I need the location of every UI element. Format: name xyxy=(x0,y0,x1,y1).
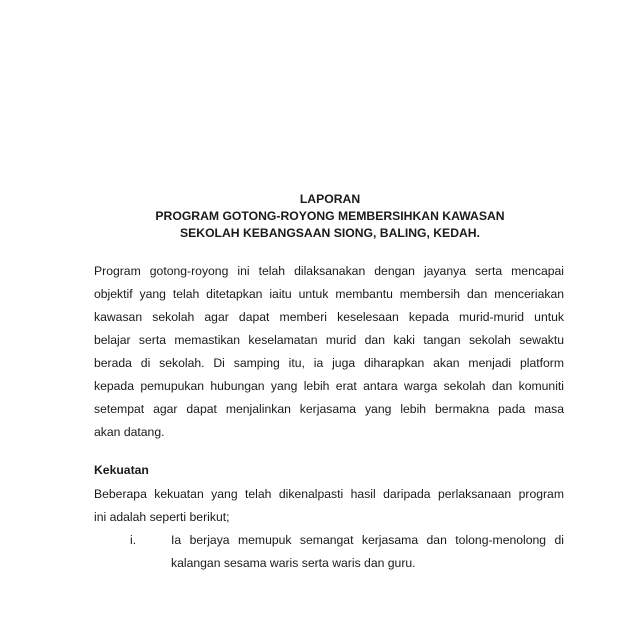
kekuatan-line: ini adalah seperti berikut; xyxy=(94,510,230,524)
intro-line: objektif yang telah ditetapkan iaitu untuk membantu membersih dan menceriakan xyxy=(94,287,564,301)
kekuatan-paragraph xyxy=(94,483,564,529)
report-title xyxy=(0,191,638,242)
kekuatan-line: Beberapa kekuatan yang telah dikenalpasti hasil daripada perlaksanaan program xyxy=(94,487,564,501)
intro-line: akan datang. xyxy=(94,425,165,439)
title-line-1: LAPORAN xyxy=(299,192,361,206)
list-item-text xyxy=(171,529,564,575)
list-item-line: Ia berjaya memupuk semangat kerjasama dan tolong-menolong di xyxy=(171,533,564,547)
intro-line: Program gotong-royong ini telah dilaksanakan dengan jayanya serta mencapai xyxy=(94,264,564,278)
title-line-3: SEKOLAH KEBANGSAAN SIONG, BALING, KEDAH. xyxy=(180,226,480,240)
list-marker: i. xyxy=(130,533,137,547)
intro-line: kepada pemupukan hubungan yang lebih erat antara warga sekolah dan komuniti xyxy=(94,379,564,393)
list-item-line: kalangan sesama waris serta waris dan guru. xyxy=(171,556,416,570)
intro-line: belajar serta memastikan keselamatan murid dan kaki tangan sekolah sewaktu xyxy=(94,333,564,347)
intro-line: berada di sekolah. Di samping itu, ia juga diharapkan akan menjadi platform xyxy=(94,356,564,370)
intro-line: setempat agar dapat menjalinkan kerjasama yang lebih bermakna pada masa xyxy=(94,402,564,416)
kekuatan-heading: Kekuatan xyxy=(94,463,149,477)
intro-line: kawasan sekolah agar dapat memberi keselesaan kepada murid-murid untuk xyxy=(94,310,564,324)
title-line-2: PROGRAM GOTONG-ROYONG MEMBERSIHKAN KAWASAN xyxy=(155,209,505,223)
intro-paragraph xyxy=(94,260,564,444)
